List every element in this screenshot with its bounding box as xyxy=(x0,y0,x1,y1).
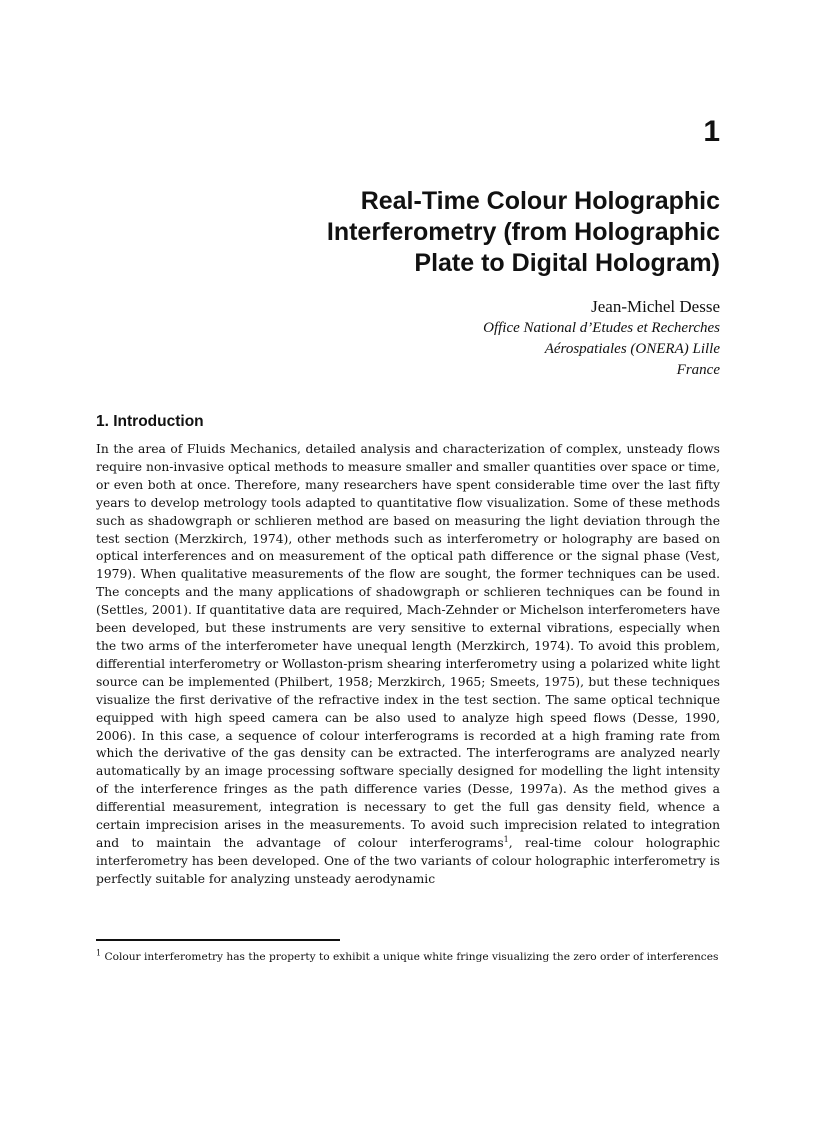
chapter-title-line-3: Plate to Digital Hologram) xyxy=(414,249,720,277)
affiliation-line-3: France xyxy=(676,362,720,378)
footnote-divider xyxy=(96,939,340,941)
introduction-paragraph xyxy=(96,441,720,889)
section-heading: 1. Introduction xyxy=(96,413,204,430)
chapter-title-line-1: Real-Time Colour Holographic xyxy=(360,187,720,215)
footnote-reference[interactable]: 1 xyxy=(503,834,509,844)
chapter-number: 1 xyxy=(703,115,720,148)
paragraph-text-part-1: In the area of Fluids Mechanics, detailed analysis and characterization of complex, unsteady flows require non-invasive optical methods to measure smaller and smaller quantities over space or time, or even both at once. Therefore, many researchers have spent considerable time over the last fifty years to develop metrology tools adapted to quantitative flow visualization. Some of these methods such as shadowgraph or schlieren method are based on measuring the light deviation through the test section (Merzkirch, 1974), other methods such as interferometry or holography are based on optical interferences and on measurement of the optical path difference or the signal phase (Vest, 1979). When qualitative measurements of the flow are sought, the former techniques can be used. The concepts and the many applications of shadowgraph or schlieren techniques can be found in (Settles, 2001). If quantitative data are required, Mach-Zehnder or Michelson interferometers have been developed, but these instruments are very sensitive to external vibrations, especially when the two arms of the interferometer have unequal length (Merzkirch, 1974). To avoid this problem, differential interferometry or Wollaston-prism shearing interferometry using a polarized white light source can be implemented (Philbert, 1958; Merzkirch, 1965; Smeets, 1975), but these techniques visualize the first derivative of the refractive index in the test section. The same optical technique equipped with high speed camera can be also used to analyze high speed flows (Desse, 1990, 2006). In this case, a sequence of colour interferograms is recorded at a high framing rate from which the derivative of the gas density can be extracted. The interferograms are analyzed nearly automatically by an image processing software specially designed for modelling the light intensity of the interference fringes as the path difference varies (Desse, 1997a). As the method gives a differential measurement, integration is necessary to get the full gas density field, whence a certain imprecision arises in the measurements. To avoid such imprecision related to integration and to maintain the advantage of colour interferograms xyxy=(96,442,720,850)
author-name: Jean-Michel Desse xyxy=(591,297,720,316)
footnote-text: Colour interferometry has the property to exhibit a unique white fringe visualizing the zero order of interferences xyxy=(101,951,719,963)
footnote-marker: 1 xyxy=(96,948,102,958)
paragraph-text-part-2: , real-time colour holographic interferometry has been developed. One of the two variants of colour holographic interferometry is perfectly suitable for analyzing unsteady aerodynamic xyxy=(96,835,720,886)
chapter-title xyxy=(200,186,720,279)
affiliation-line-1: Office National d’Etudes et Recherches xyxy=(483,320,720,336)
author-block xyxy=(300,296,720,381)
footnote xyxy=(96,950,720,965)
chapter-title-line-2: Interferometry (from Holographic xyxy=(326,218,720,246)
affiliation-line-2: Aérospatiales (ONERA) Lille xyxy=(544,341,720,357)
